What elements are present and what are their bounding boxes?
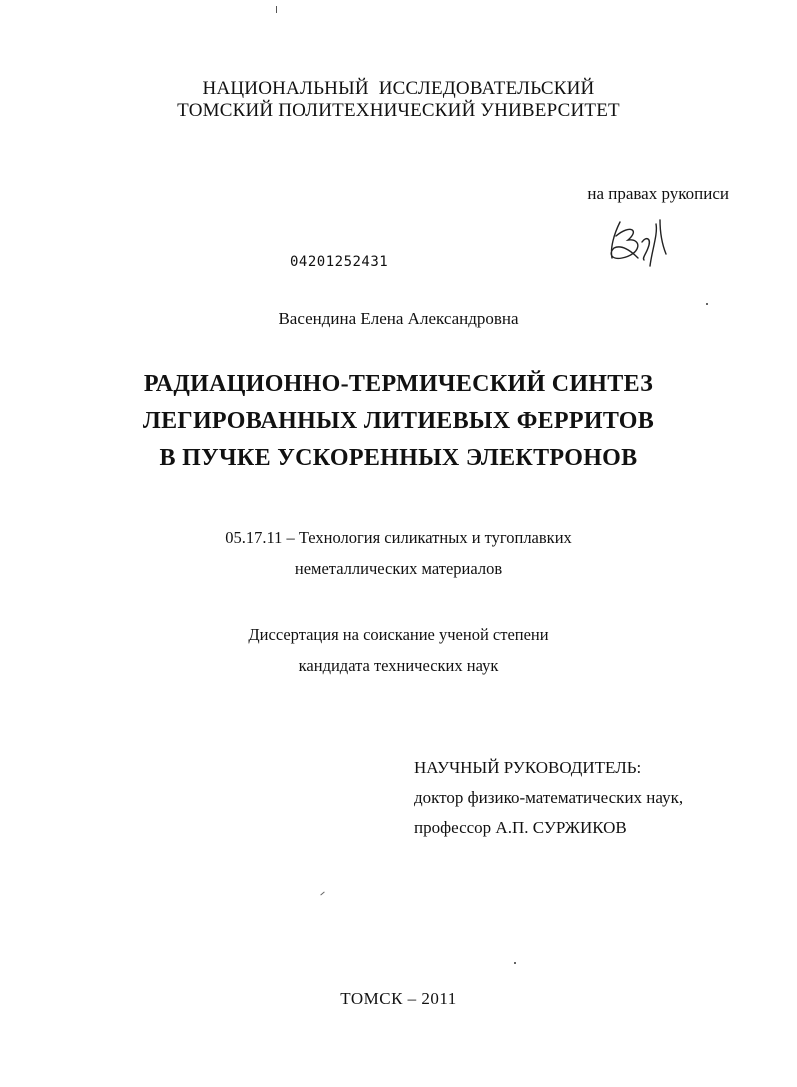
specialty-line-1: 05.17.11 – Технология силикатных и тугоплавких [225, 528, 572, 547]
supervisor-name: профессор А.П. СУРЖИКОВ [414, 818, 627, 837]
document-code: 04201252431 [290, 254, 389, 270]
city-year: ТОМСК – 2011 [340, 989, 457, 1008]
title-line-3: В ПУЧКЕ УСКОРЕННЫХ ЭЛЕКТРОНОВ [159, 445, 638, 471]
title-line-1: РАДИАЦИОННО-ТЕРМИЧЕСКИЙ СИНТЕЗ [143, 371, 654, 397]
manuscript-rights: на правах рукописи [587, 184, 729, 203]
institution-line-2: ТОМСКИЙ ПОЛИТЕХНИЧЕСКИЙ УНИВЕРСИТЕТ [177, 100, 620, 121]
supervisor-heading: НАУЧНЫЙ РУКОВОДИТЕЛЬ: [414, 758, 642, 777]
scan-dot [514, 962, 516, 964]
degree-line-2: кандидата технических наук [298, 656, 499, 675]
scan-mark [320, 892, 324, 896]
author-name: Васендина Елена Александровна [278, 309, 519, 328]
title-line-2: ЛЕГИРОВАННЫХ ЛИТИЕВЫХ ФЕРРИТОВ [142, 408, 655, 434]
scan-dot [706, 303, 708, 305]
specialty-line-2: неметаллических материалов [294, 559, 503, 578]
scan-mark [276, 6, 277, 13]
institution-line-1: НАЦИОНАЛЬНЫЙ ИССЛЕДОВАТЕЛЬСКИЙ [202, 78, 595, 99]
supervisor-degree: доктор физико-математических наук, [414, 788, 684, 807]
signature-icon [602, 214, 674, 274]
degree-line-1: Диссертация на соискание ученой степени [248, 625, 549, 644]
